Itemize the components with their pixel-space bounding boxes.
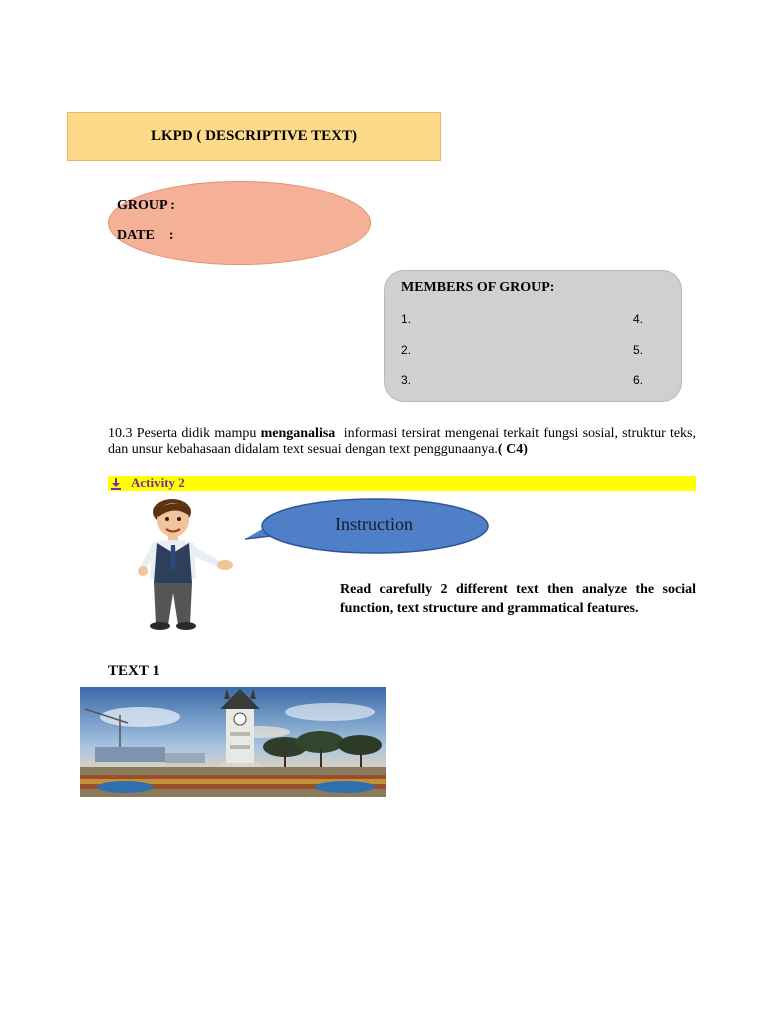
instruction-bubble-label: Instruction	[335, 514, 413, 534]
objective-level: ( C4)	[497, 442, 528, 457]
activity-label: Activity 2	[131, 475, 185, 490]
teacher-figure-icon	[132, 497, 242, 631]
text-1-heading: TEXT 1	[108, 663, 160, 679]
date-label: DATE :	[117, 228, 174, 243]
member-number-5: 5.	[633, 343, 644, 357]
members-title: MEMBERS OF GROUP:	[401, 280, 555, 295]
objective-keyword: menganalisa	[260, 426, 336, 441]
arrow-bullet-icon	[109, 476, 123, 491]
member-number-4: 4.	[633, 312, 644, 326]
clock-tower-photo	[80, 687, 386, 797]
objective-text-1: 10.3 Peserta didik mampu	[108, 426, 261, 441]
group-info-oval	[108, 181, 371, 265]
worksheet-title: LKPD ( DESCRIPTIVE TEXT)	[67, 112, 441, 161]
group-label: GROUP :	[117, 198, 175, 213]
member-number-3: 3.	[401, 373, 412, 387]
member-number-2: 2.	[401, 343, 412, 357]
instruction-body: Read carefully 2 different text then analyze the social function, text structure and grammatical features.	[340, 582, 696, 616]
member-number-6: 6.	[633, 373, 644, 387]
learning-objective	[108, 426, 700, 458]
objective-text-2: informasi tersirat mengenai terkait fungsi sosial, struktur teks, dan unsur kebahasaan didalam text sesuai dengan text penggunaanya.	[108, 426, 700, 457]
activity-highlight	[108, 476, 696, 491]
member-number-1: 1.	[401, 312, 412, 326]
